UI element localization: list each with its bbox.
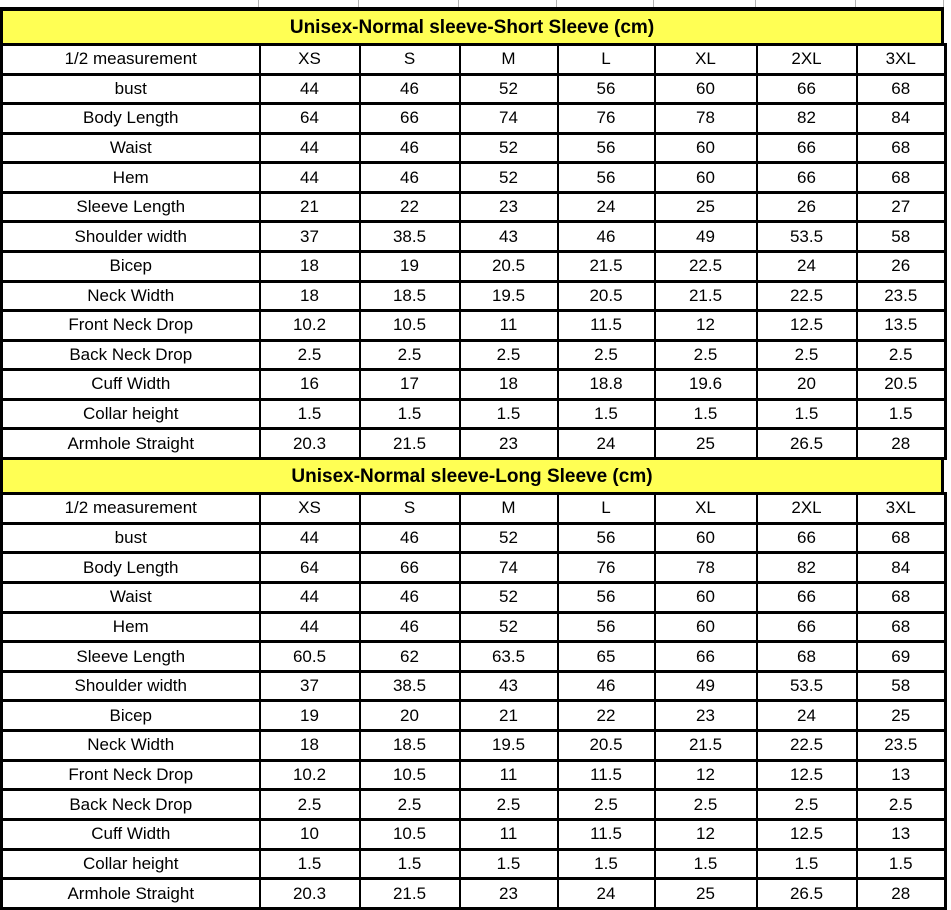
value-cell: 66 (360, 104, 460, 134)
value-cell: 10.2 (260, 311, 360, 341)
measurement-row (2, 370, 946, 400)
column-gridline (653, 0, 654, 7)
size-column-header: 3XL (857, 45, 946, 75)
value-cell: 20.5 (857, 370, 946, 400)
value-cell: 1.5 (655, 399, 757, 429)
column-gridline (358, 0, 359, 7)
value-cell: 82 (757, 553, 857, 583)
value-cell: 1.5 (757, 849, 857, 879)
value-cell: 44 (260, 163, 360, 193)
value-cell: 2.5 (260, 340, 360, 370)
value-cell: 23 (460, 879, 558, 909)
value-cell: 18.8 (558, 370, 655, 400)
measurement-row (2, 104, 946, 134)
value-cell: 16 (260, 370, 360, 400)
value-cell: 19 (260, 701, 360, 731)
value-cell: 78 (655, 553, 757, 583)
row-label-cell: Armhole Straight (2, 429, 260, 459)
row-label-cell: Body Length (2, 104, 260, 134)
value-cell: 60 (655, 523, 757, 553)
value-cell: 1.5 (857, 849, 946, 879)
value-cell: 1.5 (460, 399, 558, 429)
value-cell: 1.5 (655, 849, 757, 879)
value-cell: 46 (360, 133, 460, 163)
value-cell: 78 (655, 104, 757, 134)
value-cell: 12.5 (757, 311, 857, 341)
row-label-cell: Front Neck Drop (2, 311, 260, 341)
row-label-cell: Neck Width (2, 731, 260, 761)
value-cell: 26 (857, 251, 946, 281)
value-cell: 2.5 (260, 790, 360, 820)
size-column-header: L (558, 494, 655, 524)
section-title-long-sleeve: Unisex-Normal sleeve-Long Sleeve (cm) (0, 460, 944, 492)
value-cell: 23 (655, 701, 757, 731)
value-cell: 84 (857, 104, 946, 134)
value-cell: 76 (558, 553, 655, 583)
spreadsheet-gridline-strip (0, 0, 951, 7)
value-cell: 46 (360, 582, 460, 612)
measurement-row (2, 612, 946, 642)
measurement-row (2, 429, 946, 459)
row-label-cell: Shoulder width (2, 222, 260, 252)
value-cell: 2.5 (460, 790, 558, 820)
value-cell: 2.5 (655, 790, 757, 820)
value-cell: 37 (260, 222, 360, 252)
row-label-cell: Sleeve Length (2, 642, 260, 672)
value-cell: 21.5 (655, 731, 757, 761)
value-cell: 74 (460, 104, 558, 134)
value-cell: 56 (558, 74, 655, 104)
value-cell: 43 (460, 222, 558, 252)
value-cell: 11.5 (558, 311, 655, 341)
value-cell: 20.5 (558, 281, 655, 311)
value-cell: 46 (558, 222, 655, 252)
row-label-cell: Collar height (2, 849, 260, 879)
value-cell: 10.5 (360, 820, 460, 850)
size-column-header: L (558, 45, 655, 75)
value-cell: 2.5 (857, 790, 946, 820)
value-cell: 10.5 (360, 311, 460, 341)
value-cell: 11 (460, 311, 558, 341)
value-cell: 20 (360, 701, 460, 731)
column-gridline (943, 0, 944, 7)
measurement-row (2, 790, 946, 820)
value-cell: 20.5 (460, 251, 558, 281)
value-cell: 22.5 (757, 731, 857, 761)
value-cell: 19.6 (655, 370, 757, 400)
row-label-cell: Cuff Width (2, 820, 260, 850)
value-cell: 53.5 (757, 671, 857, 701)
value-cell: 18 (460, 370, 558, 400)
value-cell: 23 (460, 429, 558, 459)
value-cell: 20.3 (260, 879, 360, 909)
value-cell: 2.5 (558, 340, 655, 370)
value-cell: 1.5 (260, 399, 360, 429)
value-cell: 11 (460, 760, 558, 790)
measurement-row (2, 133, 946, 163)
long-sleeve-size-table (0, 492, 947, 910)
value-cell: 12.5 (757, 820, 857, 850)
measurement-row (2, 74, 946, 104)
value-cell: 44 (260, 523, 360, 553)
value-cell: 22.5 (655, 251, 757, 281)
value-cell: 23 (460, 192, 558, 222)
value-cell: 66 (757, 74, 857, 104)
value-cell: 10 (260, 820, 360, 850)
value-cell: 20.5 (558, 731, 655, 761)
value-cell: 60 (655, 133, 757, 163)
column-gridline (258, 0, 259, 7)
value-cell: 44 (260, 582, 360, 612)
value-cell: 56 (558, 133, 655, 163)
value-cell: 76 (558, 104, 655, 134)
value-cell: 24 (757, 701, 857, 731)
value-cell: 12 (655, 760, 757, 790)
value-cell: 10.2 (260, 760, 360, 790)
measurement-row (2, 879, 946, 909)
row-label-cell: Waist (2, 582, 260, 612)
value-cell: 22 (558, 701, 655, 731)
short-sleeve-size-table (0, 43, 947, 460)
section-title-short-sleeve: Unisex-Normal sleeve-Short Sleeve (cm) (0, 7, 944, 43)
value-cell: 66 (757, 163, 857, 193)
value-cell: 24 (558, 879, 655, 909)
row-label-cell: Back Neck Drop (2, 340, 260, 370)
value-cell: 68 (857, 133, 946, 163)
value-cell: 21.5 (558, 251, 655, 281)
value-cell: 52 (460, 582, 558, 612)
value-cell: 52 (460, 133, 558, 163)
value-cell: 66 (655, 642, 757, 672)
value-cell: 56 (558, 582, 655, 612)
value-cell: 11.5 (558, 760, 655, 790)
value-cell: 27 (857, 192, 946, 222)
measurement-row (2, 340, 946, 370)
column-header-row (2, 494, 946, 524)
value-cell: 22 (360, 192, 460, 222)
value-cell: 25 (857, 701, 946, 731)
measurement-column-header: 1/2 measurement (2, 45, 260, 75)
value-cell: 68 (857, 74, 946, 104)
row-label-cell: Sleeve Length (2, 192, 260, 222)
value-cell: 24 (558, 429, 655, 459)
value-cell: 21.5 (360, 429, 460, 459)
measurement-row (2, 731, 946, 761)
size-column-header: S (360, 494, 460, 524)
size-column-header: 3XL (857, 494, 946, 524)
row-label-cell: Back Neck Drop (2, 790, 260, 820)
value-cell: 62 (360, 642, 460, 672)
column-header-row (2, 45, 946, 75)
row-label-cell: Shoulder width (2, 671, 260, 701)
value-cell: 1.5 (460, 849, 558, 879)
row-label-cell: Bicep (2, 701, 260, 731)
value-cell: 21 (460, 701, 558, 731)
row-label-cell: Front Neck Drop (2, 760, 260, 790)
value-cell: 28 (857, 429, 946, 459)
value-cell: 64 (260, 104, 360, 134)
measurement-row (2, 642, 946, 672)
value-cell: 20 (757, 370, 857, 400)
value-cell: 69 (857, 642, 946, 672)
value-cell: 2.5 (757, 340, 857, 370)
value-cell: 46 (558, 671, 655, 701)
value-cell: 12 (655, 820, 757, 850)
measurement-row (2, 553, 946, 583)
measurement-row (2, 311, 946, 341)
value-cell: 52 (460, 612, 558, 642)
value-cell: 60 (655, 612, 757, 642)
value-cell: 44 (260, 133, 360, 163)
size-column-header: XS (260, 45, 360, 75)
value-cell: 26.5 (757, 879, 857, 909)
value-cell: 1.5 (558, 399, 655, 429)
value-cell: 1.5 (757, 399, 857, 429)
value-cell: 26 (757, 192, 857, 222)
value-cell: 66 (757, 612, 857, 642)
value-cell: 66 (360, 553, 460, 583)
value-cell: 52 (460, 523, 558, 553)
value-cell: 52 (460, 74, 558, 104)
size-column-header: XL (655, 45, 757, 75)
value-cell: 18.5 (360, 281, 460, 311)
value-cell: 56 (558, 612, 655, 642)
value-cell: 58 (857, 222, 946, 252)
value-cell: 44 (260, 74, 360, 104)
value-cell: 38.5 (360, 671, 460, 701)
value-cell: 23.5 (857, 731, 946, 761)
value-cell: 19.5 (460, 731, 558, 761)
value-cell: 60 (655, 582, 757, 612)
measurement-row (2, 281, 946, 311)
value-cell: 18 (260, 281, 360, 311)
row-label-cell: Cuff Width (2, 370, 260, 400)
value-cell: 12.5 (757, 760, 857, 790)
value-cell: 2.5 (360, 340, 460, 370)
value-cell: 12 (655, 311, 757, 341)
value-cell: 74 (460, 553, 558, 583)
size-column-header: 2XL (757, 45, 857, 75)
value-cell: 23.5 (857, 281, 946, 311)
value-cell: 25 (655, 879, 757, 909)
value-cell: 46 (360, 163, 460, 193)
value-cell: 21 (260, 192, 360, 222)
size-column-header: XL (655, 494, 757, 524)
size-column-header: S (360, 45, 460, 75)
value-cell: 84 (857, 553, 946, 583)
value-cell: 68 (757, 642, 857, 672)
value-cell: 64 (260, 553, 360, 583)
row-label-cell: Hem (2, 612, 260, 642)
value-cell: 13 (857, 760, 946, 790)
measurement-row (2, 582, 946, 612)
row-label-cell: Hem (2, 163, 260, 193)
measurement-row (2, 222, 946, 252)
row-label-cell: Neck Width (2, 281, 260, 311)
value-cell: 1.5 (558, 849, 655, 879)
value-cell: 18 (260, 731, 360, 761)
row-label-cell: Body Length (2, 553, 260, 583)
row-label-cell: bust (2, 523, 260, 553)
value-cell: 2.5 (558, 790, 655, 820)
value-cell: 24 (558, 192, 655, 222)
value-cell: 2.5 (360, 790, 460, 820)
value-cell: 1.5 (360, 849, 460, 879)
measurement-row (2, 523, 946, 553)
value-cell: 38.5 (360, 222, 460, 252)
value-cell: 66 (757, 133, 857, 163)
value-cell: 82 (757, 104, 857, 134)
column-gridline (556, 0, 557, 7)
row-label-cell: bust (2, 74, 260, 104)
value-cell: 11.5 (558, 820, 655, 850)
value-cell: 11 (460, 820, 558, 850)
value-cell: 60 (655, 163, 757, 193)
value-cell: 49 (655, 671, 757, 701)
value-cell: 1.5 (360, 399, 460, 429)
value-cell: 1.5 (260, 849, 360, 879)
column-gridline (458, 0, 459, 7)
value-cell: 52 (460, 163, 558, 193)
measurement-row (2, 671, 946, 701)
value-cell: 2.5 (655, 340, 757, 370)
value-cell: 60 (655, 74, 757, 104)
value-cell: 10.5 (360, 760, 460, 790)
column-gridline (755, 0, 756, 7)
value-cell: 2.5 (757, 790, 857, 820)
value-cell: 13 (857, 820, 946, 850)
row-label-cell: Collar height (2, 399, 260, 429)
size-column-header: 2XL (757, 494, 857, 524)
value-cell: 22.5 (757, 281, 857, 311)
value-cell: 49 (655, 222, 757, 252)
value-cell: 58 (857, 671, 946, 701)
value-cell: 68 (857, 612, 946, 642)
measurement-row (2, 192, 946, 222)
value-cell: 2.5 (460, 340, 558, 370)
value-cell: 21.5 (655, 281, 757, 311)
value-cell: 19.5 (460, 281, 558, 311)
measurement-row (2, 251, 946, 281)
measurement-row (2, 701, 946, 731)
value-cell: 65 (558, 642, 655, 672)
value-cell: 25 (655, 429, 757, 459)
value-cell: 19 (360, 251, 460, 281)
value-cell: 66 (757, 582, 857, 612)
value-cell: 25 (655, 192, 757, 222)
value-cell: 37 (260, 671, 360, 701)
measurement-column-header: 1/2 measurement (2, 494, 260, 524)
measurement-row (2, 399, 946, 429)
value-cell: 56 (558, 163, 655, 193)
column-gridline (855, 0, 856, 7)
measurement-row (2, 760, 946, 790)
value-cell: 68 (857, 163, 946, 193)
value-cell: 1.5 (857, 399, 946, 429)
value-cell: 56 (558, 523, 655, 553)
row-label-cell: Bicep (2, 251, 260, 281)
row-label-cell: Waist (2, 133, 260, 163)
size-column-header: XS (260, 494, 360, 524)
value-cell: 24 (757, 251, 857, 281)
measurement-row (2, 163, 946, 193)
measurement-row (2, 849, 946, 879)
size-column-header: M (460, 494, 558, 524)
value-cell: 28 (857, 879, 946, 909)
size-column-header: M (460, 45, 558, 75)
value-cell: 46 (360, 74, 460, 104)
value-cell: 44 (260, 612, 360, 642)
value-cell: 26.5 (757, 429, 857, 459)
value-cell: 21.5 (360, 879, 460, 909)
value-cell: 53.5 (757, 222, 857, 252)
measurement-row (2, 820, 946, 850)
value-cell: 2.5 (857, 340, 946, 370)
value-cell: 60.5 (260, 642, 360, 672)
value-cell: 46 (360, 612, 460, 642)
value-cell: 20.3 (260, 429, 360, 459)
value-cell: 13.5 (857, 311, 946, 341)
value-cell: 46 (360, 523, 460, 553)
value-cell: 63.5 (460, 642, 558, 672)
value-cell: 17 (360, 370, 460, 400)
value-cell: 43 (460, 671, 558, 701)
value-cell: 18.5 (360, 731, 460, 761)
value-cell: 18 (260, 251, 360, 281)
value-cell: 68 (857, 582, 946, 612)
value-cell: 66 (757, 523, 857, 553)
value-cell: 68 (857, 523, 946, 553)
row-label-cell: Armhole Straight (2, 879, 260, 909)
